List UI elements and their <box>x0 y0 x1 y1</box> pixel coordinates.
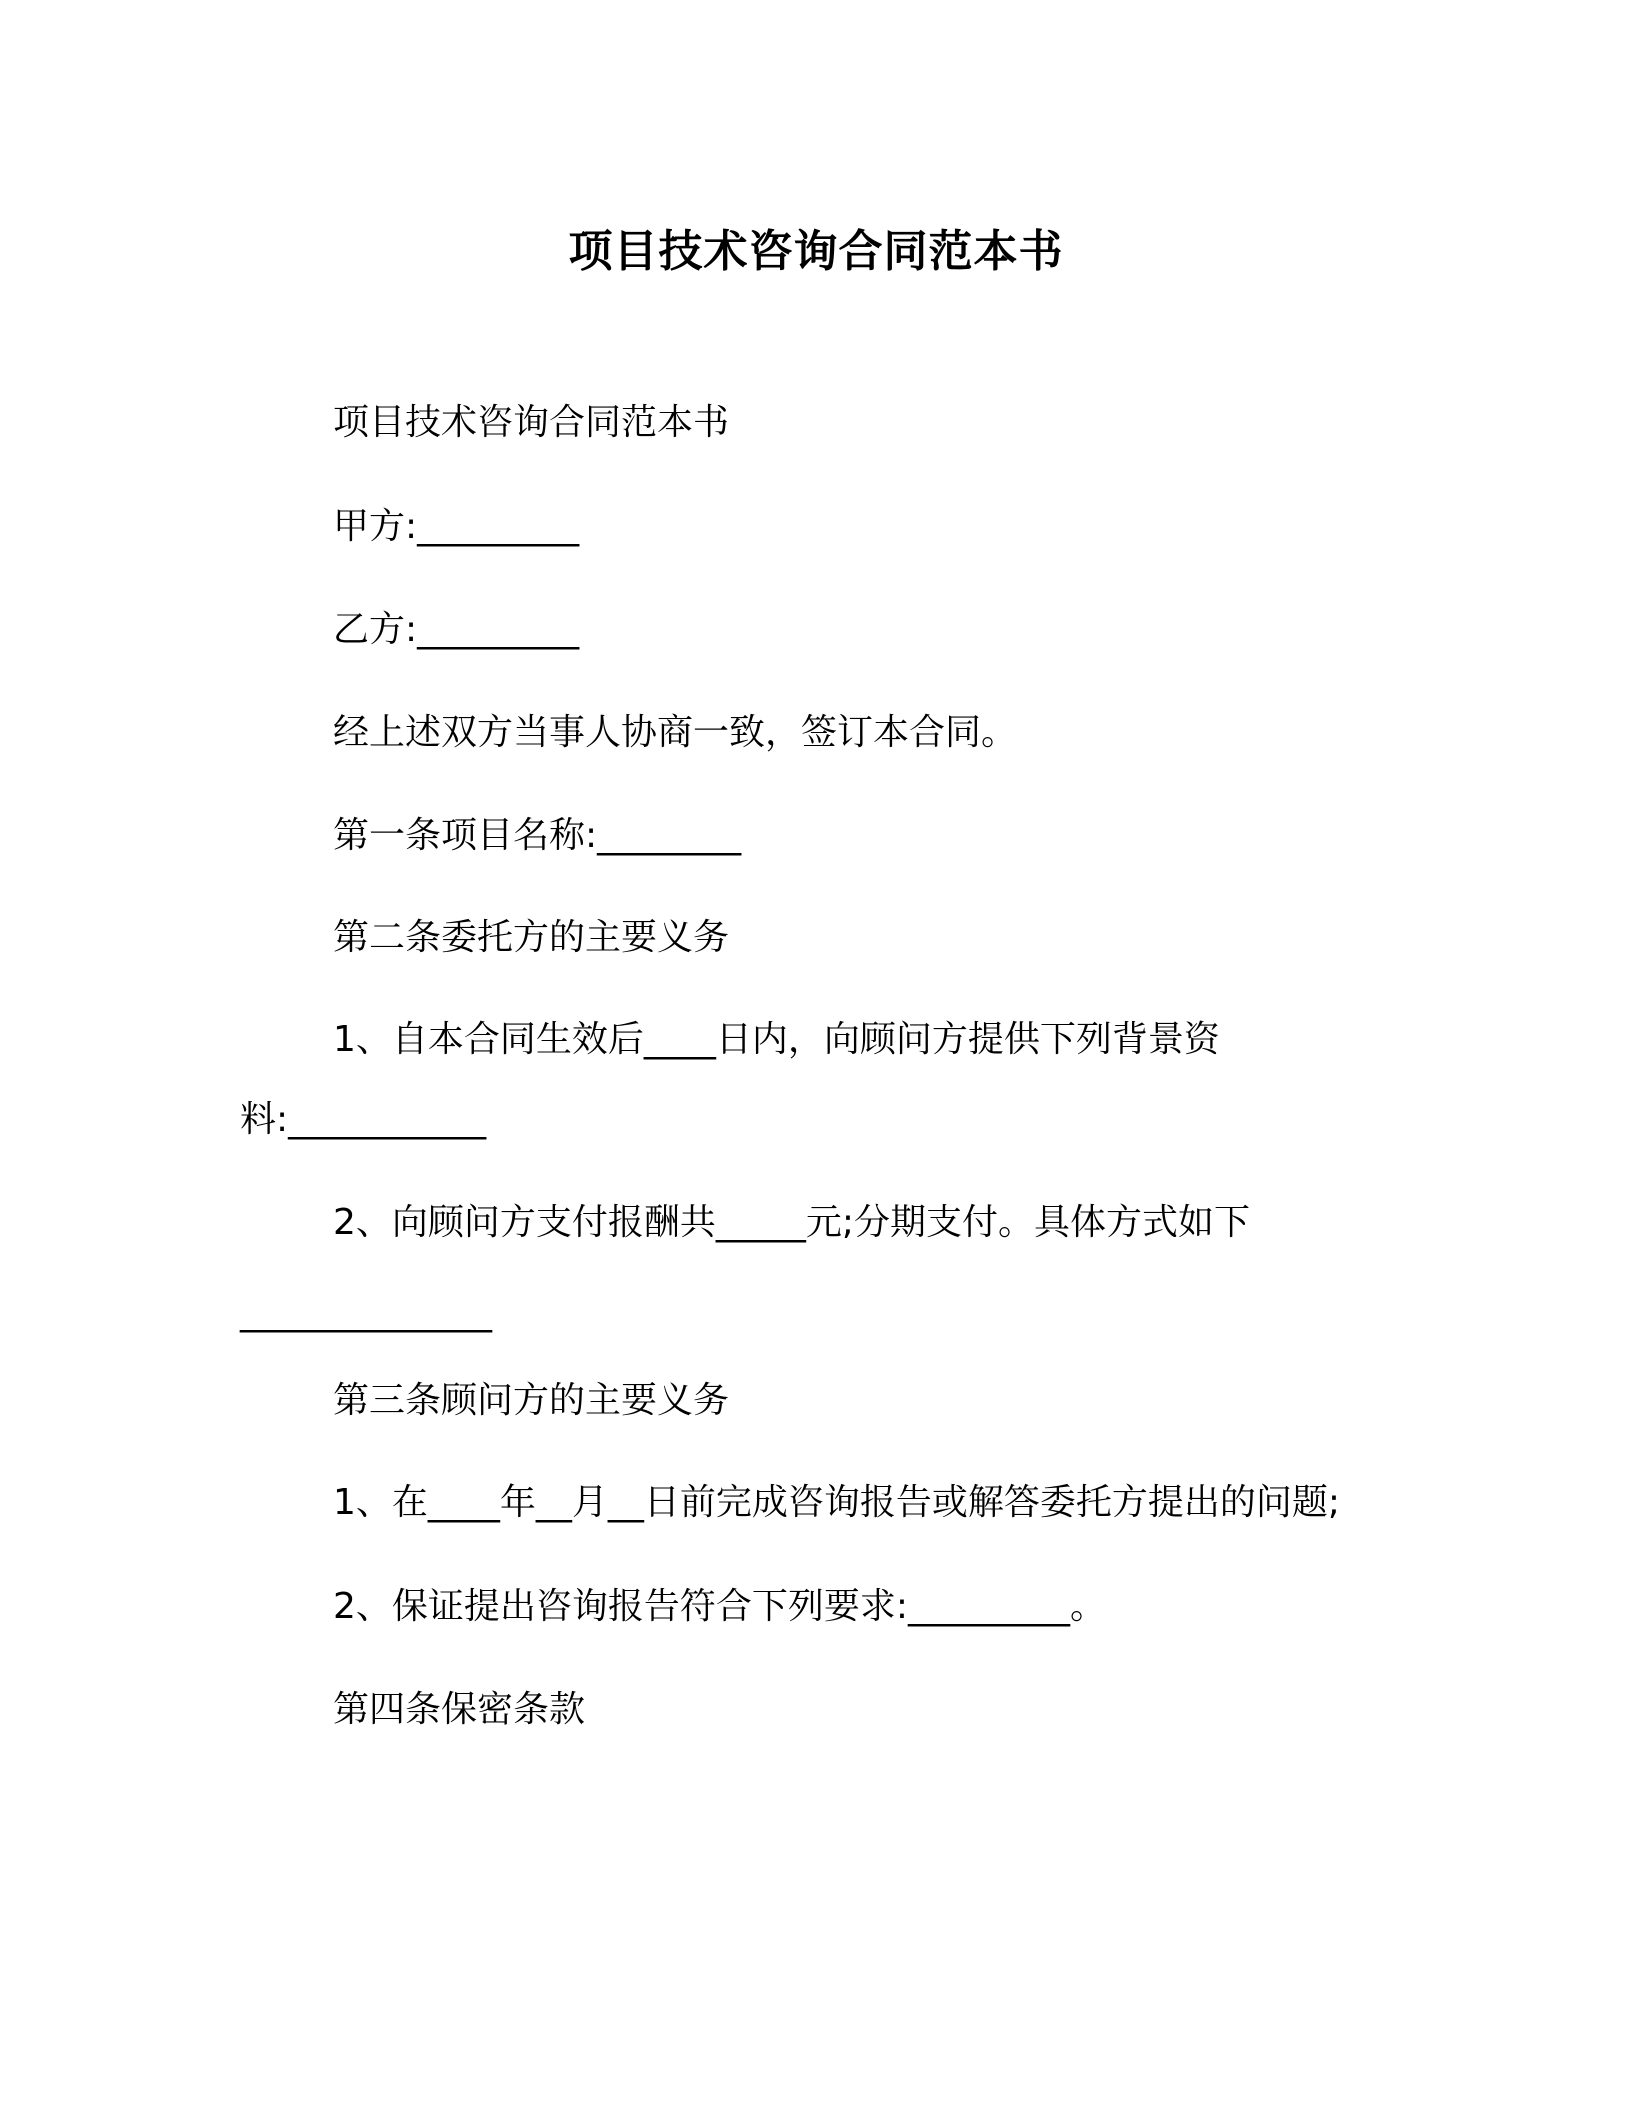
article-4-heading: 第四条保密条款 <box>333 1689 586 1730</box>
article-2-heading: 第二条委托方的主要义务 <box>333 917 730 958</box>
article-2-item-1-cont: 料:___________ <box>240 1099 487 1140</box>
article-2-item-2-cont: ______________ <box>240 1292 492 1333</box>
article-2-item-1: 1、自本合同生效后____日内，向顾问方提供下列背景资 <box>333 1019 1220 1060</box>
party-b-line: 乙方:_________ <box>333 609 580 650</box>
article-3-heading: 第三条顾问方的主要义务 <box>333 1380 730 1421</box>
article-3-item-1: 1、在____年__月__日前完成咨询报告或解答委托方提出的问题; <box>333 1482 1341 1523</box>
article-3-item-2: 2、保证提出咨询报告符合下列要求:_________。 <box>333 1586 1107 1627</box>
agreement-line: 经上述双方当事人协商一致，签订本合同。 <box>333 712 1018 753</box>
document-title: 项目技术咨询合同范本书 <box>568 226 1064 277</box>
article-2-item-2: 2、向顾问方支付报酬共_____元;分期支付。具体方式如下 <box>333 1202 1251 1243</box>
party-a-line: 甲方:_________ <box>333 506 580 547</box>
article-1-heading: 第一条项目名称:________ <box>333 815 742 856</box>
subtitle-line: 项目技术咨询合同范本书 <box>333 402 730 443</box>
